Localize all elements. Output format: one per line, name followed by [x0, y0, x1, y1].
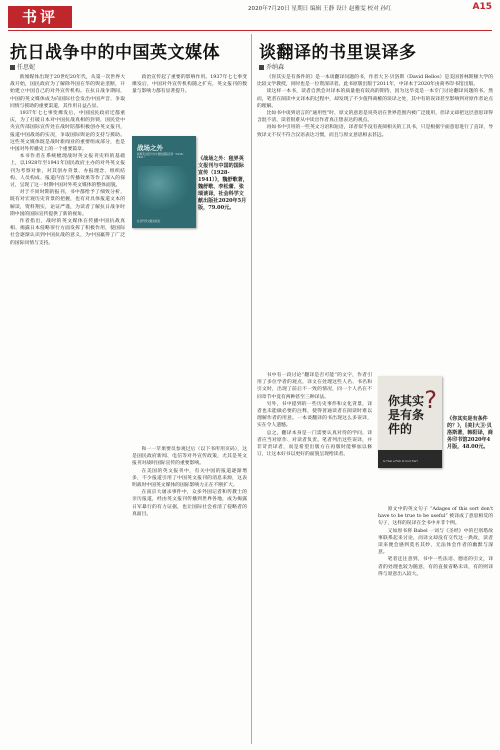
paragraph: 新闻媒体出现于20世纪20年代，从第一次世界大战开始，国民政府为了解除外国在华的舆论垄断，开始建立中国自己的对外宣传机构。在抗日战争期间，中国的英文媒体成为向国际社会发出中国声音、争取同情与援助的重要渠道，其作用日益凸显。 [10, 75, 125, 109]
paragraph: 总之，翻译本身是一门需要认真对待的学问，译者应当对原作、对读者负责。笔者列出这些误译，并非苛责译者，而是希望出版方在再版时能够加以修订，让这本好书以更好的面貌呈现给读者。 [257, 430, 372, 458]
cover-band [378, 450, 442, 468]
cover-subtitle: Is That a Fish in Your Ear? [383, 460, 418, 463]
column-divider [251, 34, 252, 744]
paragraph: 比如书中谈到语言的“通用性”时，原文的意思是说英语在世界范围内被广泛使用，但译文却把这层意思译得含混不清，读者很难从中读出作者真正想表达的观点。 [257, 111, 493, 124]
paragraph: 对于不同时期的报刊，书中都给予了细致分析，既有对宏观历史背景的把握，也有对具体报道文本的解读，资料翔实，论证严谨，为读者了解抗日战争时期中国的国际宣传提供了新的视角。 [10, 190, 125, 217]
paragraph: 书中有一段讨论“翻译是否可能”的文字，作者引用了多位学者的观点，译文在处理这些人名、书名和引文时，出现了前后不一致的情况，同一个人名在不同章节中竟有两种甚至三种译法。 [257, 373, 372, 400]
cover-publisher: 社会科学文献出版社 [137, 220, 161, 223]
question-mark-icon: ? [424, 386, 437, 414]
paragraph: 在美国的英文报刊中，有关中国的报道逐渐增多，不少报道引用了中国英文报刊的消息来源，这表明战时中国英文媒体的国际影响力正在不断扩大。 [132, 468, 247, 489]
cover-title: 战场之外 [137, 144, 163, 152]
masthead [0, 0, 500, 26]
byline-square-icon [259, 65, 264, 70]
right-article [257, 36, 493, 742]
right-book-caption: 《你其实是有条件的？》，[美]大卫·贝洛斯著，韩阳译，商务印书馆2020年4月版，48.00元。 [447, 416, 493, 450]
paragraph: 又如原书将 Babel 一词与《圣经》中的巴别塔故事联系起来讨论，而译文却没有交代这一典故，读者读来便会感到莫名其妙，无法体会作者的幽默与深意。 [378, 528, 493, 556]
book-cover-image [378, 376, 442, 468]
paragraph: 笔者还注意到，书中一些法语、德语的引文，译者的处理也较为随意，有的直接省略未译，有的则译得与原意出入较大。 [378, 557, 493, 577]
section-tag: 书评 [8, 6, 72, 28]
left-col2-bottom-text [132, 446, 247, 739]
left-headline: 抗日战争中的中国英文媒体 [10, 43, 220, 63]
left-article [8, 36, 248, 742]
paragraph: 政治宣传起了重要的影响作用。1937年七七事变爆发后，中国对外宣传机构随之扩充，英文报刊的数量与影响力都有显著提升。 [132, 75, 247, 95]
left-book-caption: 《战场之外：租界英文报刊与中国的国际宣传（1928-1941）》，魏舒歌著，魏舒歌、李松蕾、张瑞谈译，社会科学文献出版社2020年5月版，79.00元。 [198, 156, 248, 211]
paragraph: 另外，书中提到的一些历史事件和文化背景，译者也未能做必要的注释，使得普通读者在阅读时难以理解作者的用意。一本谈翻译的书出现这么多误译，实在令人遗憾。 [257, 401, 372, 429]
paragraph: 作者指出，战时的英文媒体在传播中国抗战真相、揭露日本侵略罪行方面发挥了积极作用，使国际社会逐渐认识到中国抗战的意义，为中国赢得了广泛的国际同情与支持。 [10, 219, 125, 246]
right-byline [259, 62, 284, 71]
right-bottom-right-text [378, 506, 493, 739]
right-author: 乔纳森 [266, 64, 285, 71]
book-cover-image [132, 136, 196, 228]
header-rule [8, 30, 492, 31]
cover-title: 你其实是有条件的 [388, 394, 425, 436]
right-headline: 谈翻译的书里误译多 [259, 43, 417, 63]
byline-square-icon [10, 65, 15, 70]
paragraph: 再如书中引用的一些英文习语和短语，译者似乎没有查阅相关的工具书，只是根据字面意思进行了直译，导致译文不仅不符合汉语表达习惯，而且与原文意思相去甚远。 [257, 125, 493, 138]
left-byline [10, 62, 35, 71]
left-col1-text [10, 74, 125, 739]
cover-ink-art [138, 166, 188, 210]
paragraph: 1937年七七事变爆发后，中国国民政府迁都重庆，为了打破日本对中国抗战真相的封锁，国民党中央宣传部国际宣传处在战时陪都积极创办英文报刊，报道中国战场的实况，争取国际舆论的支持与援助。这些英文媒体既是战时新闻业的重要组成部分，也是中国对外传播史上的一个重要篇章。 [10, 111, 125, 153]
paragraph: 本书作者在系统梳理战时英文报刊史料的基础上，以1928年至1941年国民政府主办的对外英文报刊为考察对象，对其创办背景、办报理念、组织结构、人员构成、报道内容与传播效果等作了深入的探讨，呈现了这一时期中国对外英文媒体的整体面貌。 [10, 154, 125, 189]
date-line: 2020年7月20日 星期日 编辑 王静 设计 赵雅雯 校对 孙红 [248, 6, 392, 12]
paragraph: 《你其实是有条件的》是一本谈翻译问题的书，作者大卫·贝洛斯（David Bellos）是美国普林斯顿大学的比较文学教授，同时也是一位资深译者。此书原版出版于2011年，中译本于2020年由商务印书馆出版。 [257, 75, 493, 88]
cover-subtitle: 租界英文报刊与中国的国际宣传（1928-1941） [137, 153, 184, 160]
paragraph: 和一一苹果要员参观过后（以下书所用页码），这是国民政府新闻、电信等对外宣传政策，尤其是英文报刊对战时国际宣传的重要影响。 [132, 447, 247, 467]
right-top-text [257, 74, 493, 368]
paragraph: 读这样一本书，读者自然会对译本的质量抱有较高的期待，因为这毕竟是一本专门讨论翻译问题的书。然而，笔者在阅读中文译本的过程中，却发现了不少值得商榷的误译之处，其中有的误译甚至影响到对原作者论点的理解。 [257, 89, 493, 109]
paragraph: 原文中的英文句子 “Adages of this sort don't have to be true to be useful” 被译成了意思相反的句子，这样的误译在全书中并非个例。 [378, 507, 493, 527]
page-code: A15 [472, 2, 492, 12]
right-bottom-left-text [257, 372, 372, 739]
paragraph: 在南京大屠杀事件中，众多外国记者和传教士的亲历报道，经由英文报刊传播到世界各地，成为揭露日军暴行的有力证据，也让国际社会看清了侵略者的真面目。 [132, 490, 247, 517]
left-author: 任思妮 [17, 64, 36, 71]
left-col2-top-text [132, 74, 247, 132]
